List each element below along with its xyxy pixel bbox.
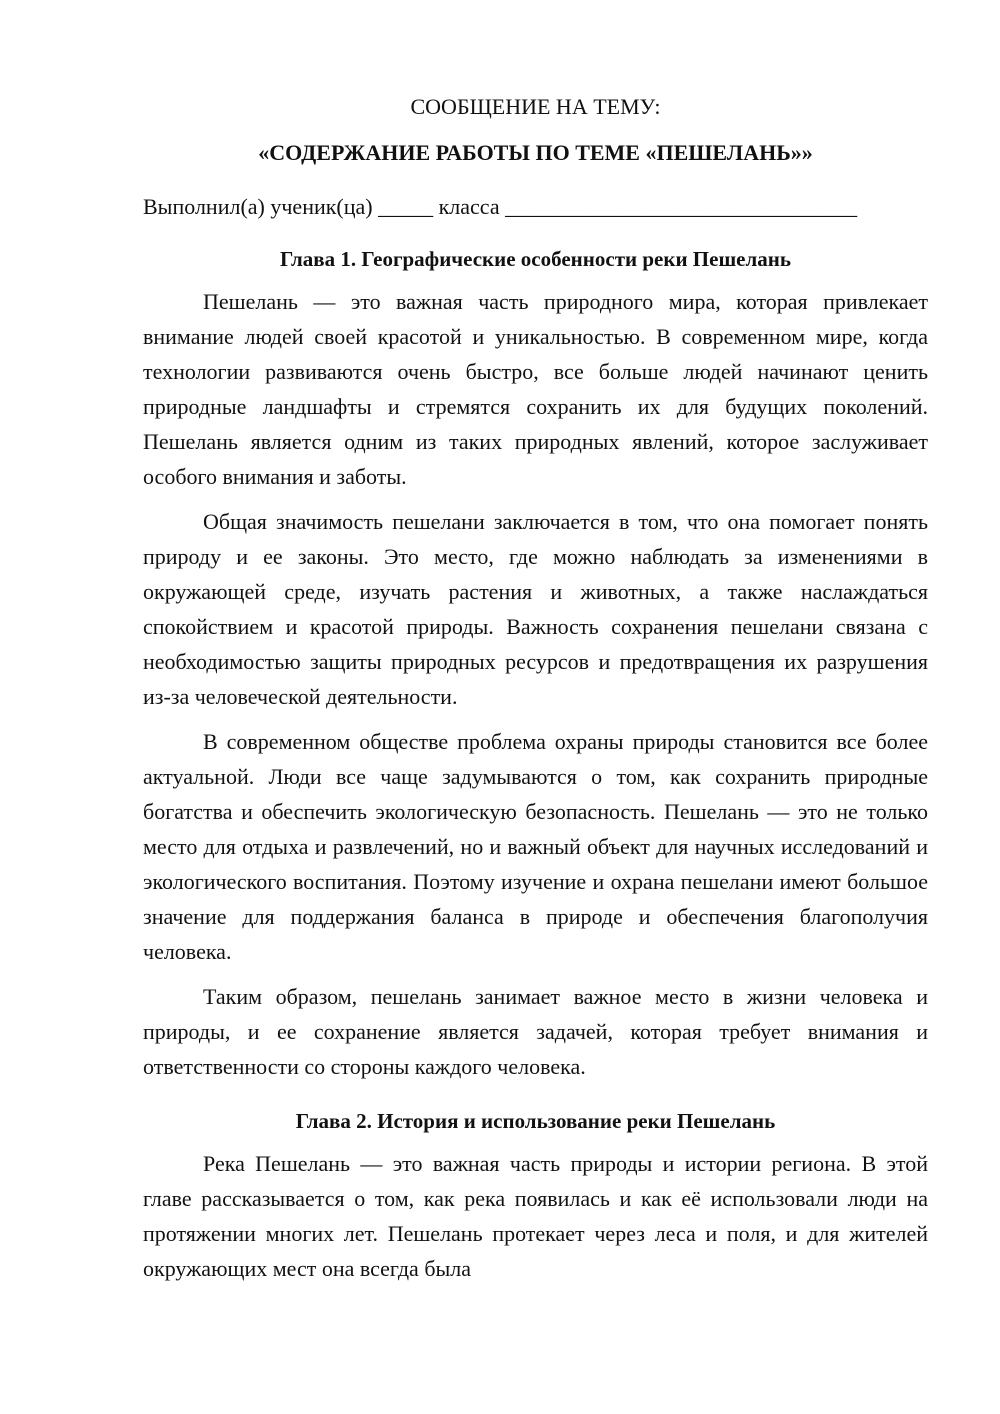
document-page — [143, 92, 928, 1286]
paragraph: Пешелань — это важная часть природного мира, которая привлекает внимание людей своей красотой и уникальностью. В современном мире, когда технологии развиваются очень быстро, все больше людей начинают ценить природные ландшафты и стремятся сохранить их для будущих поколений. Пешелань является одним из таких природных явлений, которое заслуживает особого внимания и заботы. — [143, 289, 928, 489]
chapter-heading: Глава 2. История и использование реки Пешелань — [295, 1109, 776, 1133]
chapter-heading: Глава 1. Географические особенности реки Пешелань — [280, 247, 791, 271]
paragraph: Река Пешелань — это важная часть природы и истории региона. В этой главе рассказывается о том, как река появилась и как её использовали люди на протяжении многих лет. Пешелань протекает через леса и поля, и для жителей окружающих мест она всегда была — [143, 1151, 928, 1281]
document-subtitle: «СОДЕРЖАНИЕ РАБОТЫ ПО ТЕМЕ «ПЕШЕЛАНЬ»» — [258, 140, 813, 165]
student-info-line: Выполнил(а) ученик(ца) _____ класса ________________________________ — [143, 194, 858, 219]
chapter-2 — [143, 1106, 928, 1286]
chapter-1 — [143, 244, 928, 1084]
paragraph: Общая значимость пешелани заключается в том, что она помогает понять природу и ее законы. Это место, где можно наблюдать за изменениями в окружающей среде, изучать растения и животных, а также наслаждаться спокойствием и красотой природы. Важность сохранения пешелани связана с необходимостью защиты природных ресурсов и предотвращения их разрушения из-за человеческой деятельности. — [143, 509, 928, 709]
document-title: СООБЩЕНИЕ НА ТЕМУ: — [410, 94, 661, 119]
paragraph: В современном обществе проблема охраны природы становится все более актуальной. Люди все чаще задумываются о том, как сохранить природные богатства и обеспечить экологическую безопасность. Пешелань — это не только место для отдыха и развлечений, но и важный объект для научных исследований и экологического воспитания. Поэтому изучение и охрана пешелани имеют большое значение для поддержания баланса в природе и обеспечения благополучия человека. — [143, 729, 928, 964]
paragraph: Таким образом, пешелань занимает важное место в жизни человека и природы, и ее сохранение является задачей, которая требует внимания и ответственности со стороны каждого человека. — [143, 984, 928, 1079]
